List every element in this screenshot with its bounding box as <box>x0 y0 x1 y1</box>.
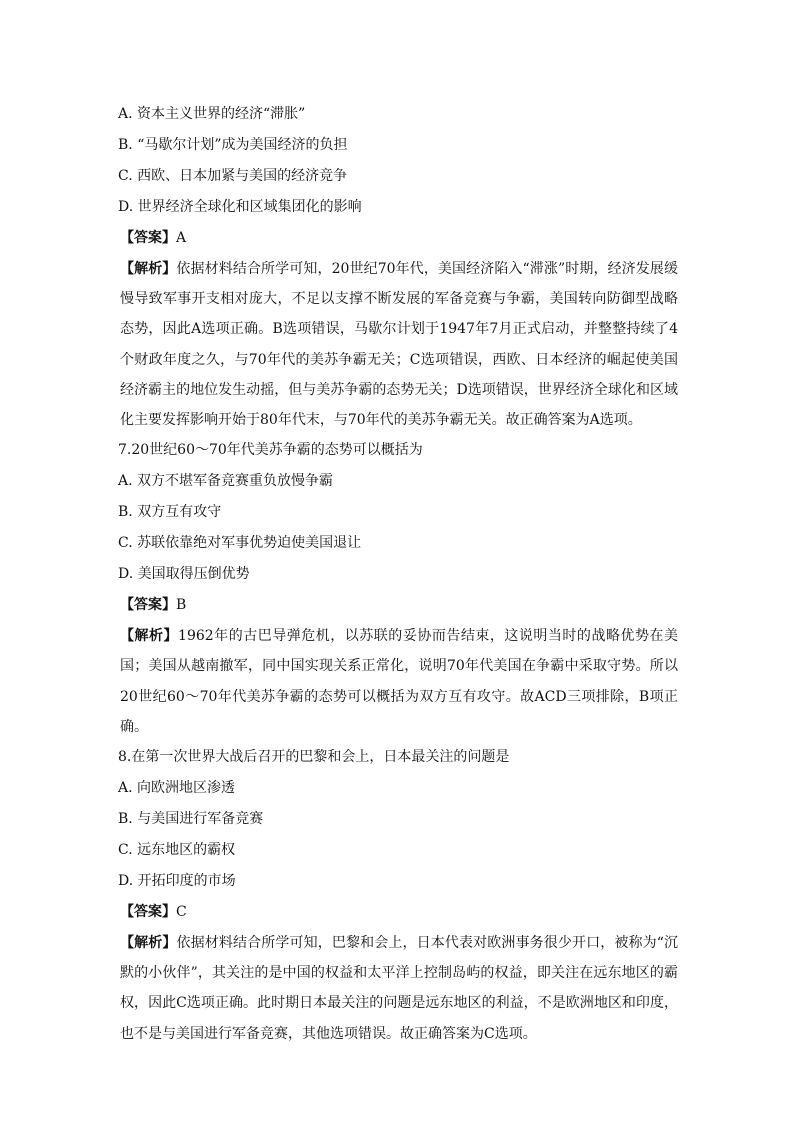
q8-stem: 8.在第一次世界大战后召开的巴黎和会上，日本最关注的问题是 <box>118 749 510 766</box>
answer-value: A <box>176 230 187 246</box>
analysis-label: 【解析】 <box>120 261 177 277</box>
document-page <box>118 99 678 1049</box>
analysis-label: 【解析】 <box>120 935 177 952</box>
answer-value: C <box>176 904 187 921</box>
q7-option-c: C. 苏联依靠绝对军事优势迫使美国退让 <box>118 535 362 552</box>
analysis-text: 依据材料结合所学可知，巴黎和会上，日本代表对欧洲事务很少开口，被称为“沉默的小伙伴”，其关注的是中国的权益和太平洋上控制岛屿的权益，即关注在远东地区的霸权，因此C选项正确。此时期日本最关注的问题是远东地区的利益，不是欧洲地区和印度，也不是与美国进行军备竞赛，其他选项错误。故正确答案为C选项。 <box>120 935 679 1042</box>
analysis-text: 依据材料结合所学可知，20世纪70年代，美国经济陷入“滞涨”时期，经济发展缓慢导致军事开支相对庞大，不足以支撑不断发展的军备竞赛与争霸，美国转向防御型战略态势，因此A选项正确。B选项错误，马歇尔计划于1947年7月正式启动，并整整持续了4个财政年度之久，与70年代的美苏争霸无关；C选项错误，西欧、日本经济的崛起使美国经济霸主的地位发生动摇，但与美苏争霸的态势无关；D选项错误，世界经济全球化和区域化主要发挥影响开始于80年代末，与70年代的美苏争霸无关。故正确答案为A选项。 <box>120 261 678 429</box>
q7-analysis <box>120 621 678 742</box>
q8-option-a: A. 向欧洲地区渗透 <box>118 780 236 797</box>
q6-option-b: B. “马歇尔计划”成为美国经济的负担 <box>118 137 348 153</box>
answer-label: 【答案】 <box>120 904 176 921</box>
q7-option-a: A. 双方不堪军备竞赛重负放慢争霸 <box>118 473 334 490</box>
q6-analysis <box>120 254 678 435</box>
q7-answer <box>120 590 678 621</box>
q8-analysis <box>120 928 678 1049</box>
q6-answer <box>120 223 678 254</box>
q8-answer <box>120 897 678 928</box>
q6-option-c: C. 西欧、日本加紧与美国的经济竞争 <box>118 168 348 184</box>
q7-option-b: B. 双方互有攻守 <box>118 504 222 521</box>
answer-value: B <box>176 597 187 614</box>
answer-label: 【答案】 <box>120 230 176 246</box>
q8-option-c: C. 远东地区的霸权 <box>118 842 236 859</box>
analysis-label: 【解析】 <box>120 628 179 645</box>
analysis-text: 1962年的古巴导弹危机，以苏联的妥协而告结束，这说明当时的战略优势在美国；美国从越南撤军，同中国实现关系正常化，说明70年代美国在争霸中采取守势。所以20世纪60～70年代美苏争霸的态势可以概括为双方互有攻守。故ACD三项排除，B项正确。 <box>120 628 678 735</box>
q7-stem: 7.20世纪60～70年代美苏争霸的态势可以概括为 <box>118 442 423 459</box>
q6-option-d: D. 世界经济全球化和区域集团化的影响 <box>118 199 362 215</box>
q8-option-d: D. 开拓印度的市场 <box>118 873 236 890</box>
q7-option-d: D. 美国取得压倒优势 <box>118 566 250 583</box>
q6-option-a: A. 资本主义世界的经济“滞胀” <box>118 106 306 122</box>
answer-label: 【答案】 <box>120 597 176 614</box>
q8-option-b: B. 与美国进行军备竞赛 <box>118 811 264 828</box>
